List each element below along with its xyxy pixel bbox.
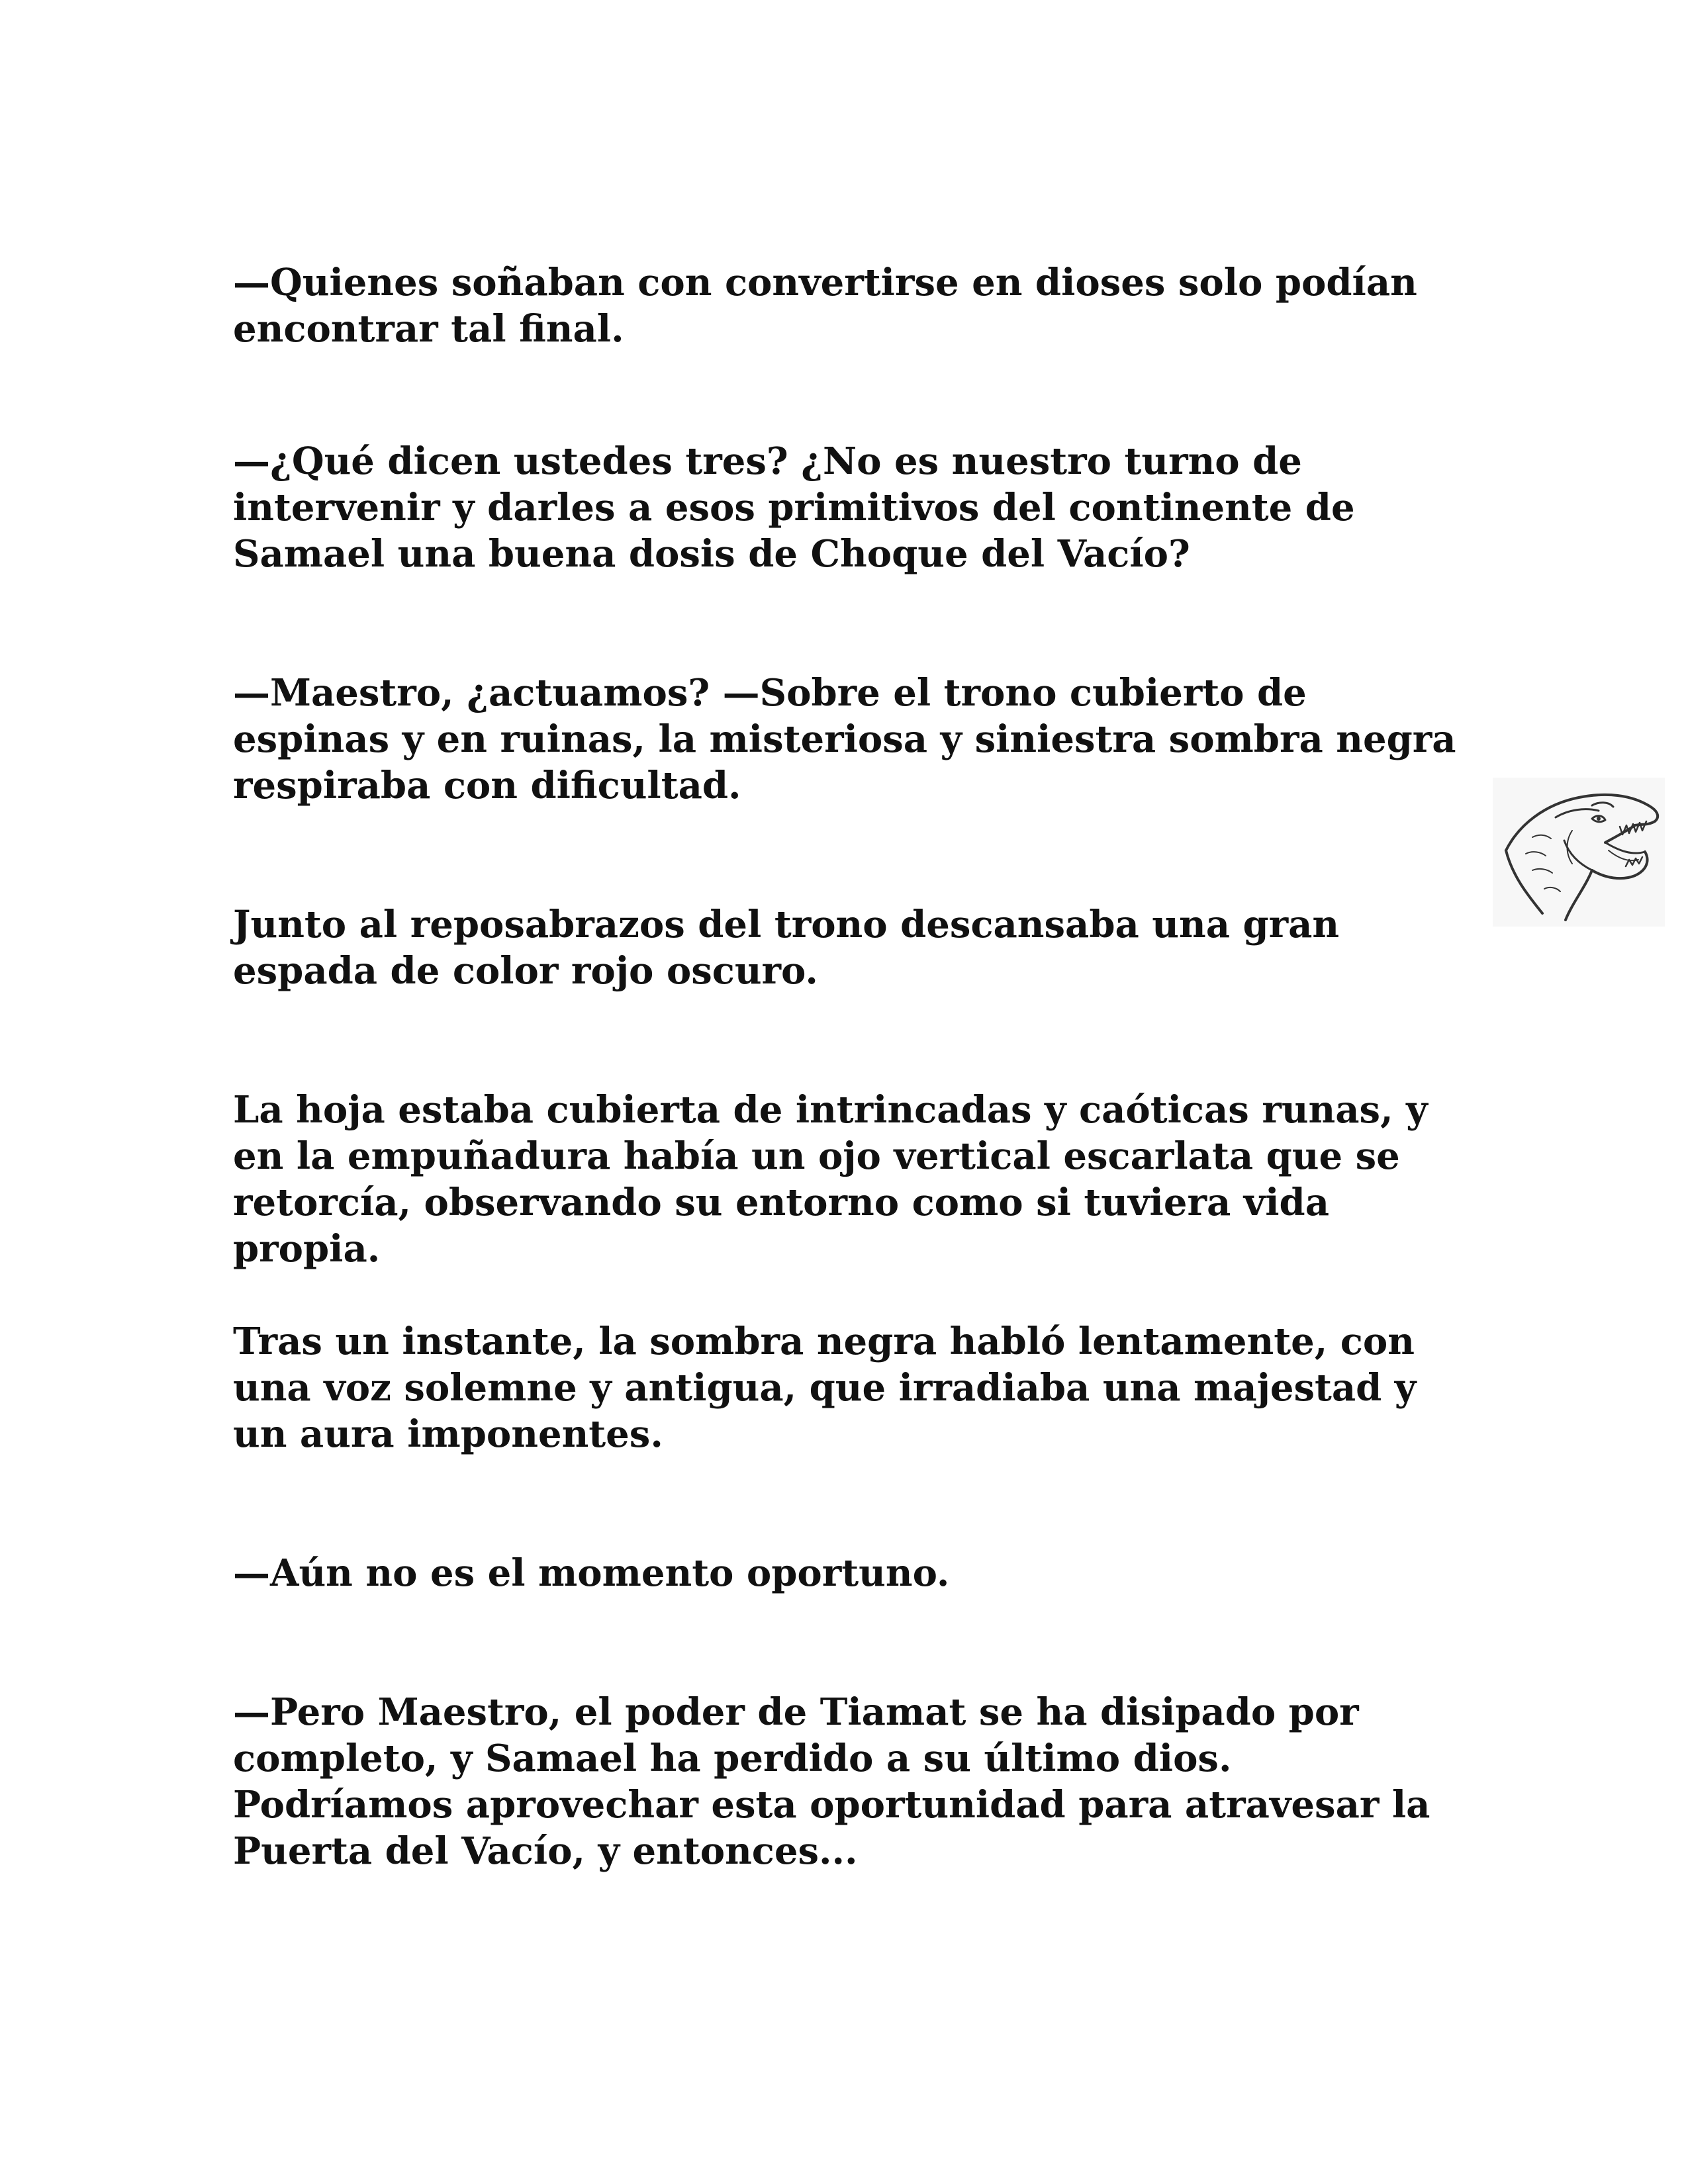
dinosaur-head-icon <box>1493 778 1665 927</box>
paragraph-5: La hoja estaba cubierta de intrincadas y caóticas runas, y en la empuñadura había un ojo vertical escarlata que se retorcía, observando su entorno como si tuviera vida propia. <box>233 1088 1428 1271</box>
paragraph-8: —Pero Maestro, el poder de Tiamat se ha disipado por completo, y Samael ha perdido a su último dios. Podríamos aprovechar esta oportunidad para atravesar la Puerta del Vacío, y entonces... <box>233 1690 1430 1873</box>
paragraph-2: —¿Qué dicen ustedes tres? ¿No es nuestro turno de intervenir y darles a esos primitivos del continente de Samael una buena dosis de Choque del Vacío? <box>233 439 1355 576</box>
paragraph-4: Junto al reposabrazos del trono descansaba una gran espada de color rojo oscuro. <box>233 903 1340 993</box>
paragraph-6: Tras un instante, la sombra negra habló lentamente, con una voz solemne y antigua, que irradiaba una majestad y un aura imponentes. <box>233 1320 1417 1456</box>
paragraph-1: —Quienes soñaban con convertirse en dioses solo podían encontrar tal final. <box>233 261 1417 351</box>
paragraph-7: —Aún no es el momento oportuno. <box>233 1551 950 1595</box>
paragraph-3: —Maestro, ¿actuamos? —Sobre el trono cubierto de espinas y en ruinas, la misteriosa y siniestra sombra negra respiraba con dificultad. <box>233 671 1456 807</box>
